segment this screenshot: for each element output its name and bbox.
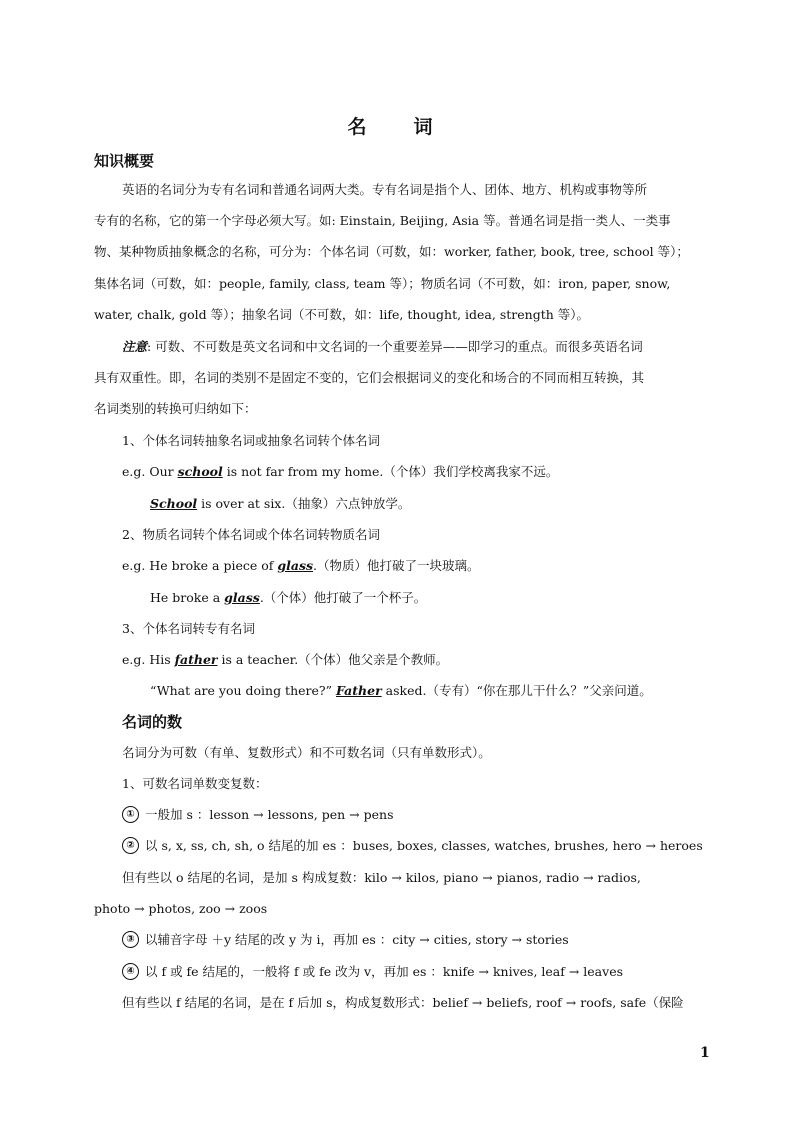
- example-keyword: glass: [277, 558, 314, 573]
- circled-number-icon: ④: [122, 963, 139, 980]
- example-text: e.g. Our: [122, 464, 178, 479]
- text-line: 专有的名称，它的第一个字母必须大写。如: Einstain, Beijing, Asia 等。普通名词是指一类人、一类事: [94, 213, 671, 228]
- rule-item: [122, 962, 623, 982]
- text-line: 但有些以 o 结尾的名词，是加 s 构成复数：kilo → kilos, piano → pianos, radio → radios,: [122, 870, 641, 885]
- note-text: : 可数、不可数是英文名词和中文名词的一个重要差异——即学习的重点。而很多英语名词: [147, 339, 643, 354]
- example-line: [150, 494, 410, 514]
- example-text: e.g. His: [122, 652, 175, 667]
- rule-item: [122, 836, 703, 856]
- example-text: asked.（专有）“你在那儿干什么？”父亲问道。: [381, 683, 652, 698]
- example-keyword: School: [150, 496, 198, 511]
- text-line: 集体名词（可数，如：people, family, class, team 等）；物质名词（不可数，如：iron, paper, snow,: [94, 276, 671, 291]
- text-line: 名词类别的转换可归纳如下：: [94, 401, 257, 416]
- section-heading-overview: 知识概要: [94, 152, 155, 170]
- example-text: .（个体）他打破了一个杯子。: [259, 590, 427, 605]
- page-title: 名 词: [347, 116, 447, 138]
- example-text: is not far from my home.（个体）我们学校离我家不远。: [222, 464, 559, 479]
- text-line: water, chalk, gold 等）；抽象名词（不可数，如：life, thought, idea, strength 等）。: [94, 307, 589, 322]
- text-line: 英语的名词分为专有名词和普通名词两大类。专有名词是指个人、团体、地方、机构或事物等所: [122, 182, 648, 197]
- example-keyword: glass: [224, 590, 260, 605]
- page-number: 1: [700, 1045, 710, 1061]
- example-keyword: Father: [335, 683, 382, 698]
- text-line: 具有双重性。即，名词的类别不是固定不变的，它们会根据词义的变化和场合的不同而相互转换，其: [94, 370, 645, 385]
- example-line: [122, 556, 480, 576]
- rule-text: 以辅音字母 ＋y 结尾的改 y 为 i，再加 es ：city → cities, story → stories: [145, 932, 569, 947]
- text-line: 名词分为可数（有单、复数形式）和不可数名词（只有单数形式）。: [122, 745, 491, 760]
- rule-text: 以 s, x, ss, ch, sh, o 结尾的加 es ：buses, boxes, classes, watches, brushes, hero → heroes: [145, 838, 703, 853]
- example-text: is over at six.（抽象）六点钟放学。: [197, 496, 411, 511]
- circled-number-icon: ③: [122, 931, 139, 948]
- example-text: “What are you doing there?”: [150, 683, 336, 698]
- text-line: 1、可数名词单数变复数：: [122, 776, 268, 791]
- section-heading-number: 名词的数: [122, 713, 183, 731]
- rule-item: 2、物质名词转个体名词或个体名词转物质名词: [122, 527, 380, 542]
- example-keyword: father: [174, 652, 218, 667]
- text-line: photo → photos, zoo → zoos: [94, 901, 268, 916]
- circled-number-icon: ②: [122, 837, 139, 854]
- rule-text: 以 f 或 fe 结尾的，一般将 f 或 fe 改为 v，再加 es ：knife → knives, leaf → leaves: [145, 964, 624, 979]
- example-text: He broke a: [150, 590, 225, 605]
- example-text: e.g. He broke a piece of: [122, 558, 278, 573]
- rule-item: [122, 805, 393, 825]
- example-text: is a teacher.（个体）他父亲是个教师。: [217, 652, 449, 667]
- example-line: [150, 681, 652, 701]
- example-line: [122, 462, 558, 482]
- rule-item: [122, 930, 569, 950]
- note-label: 注意: [122, 339, 148, 354]
- example-line: [150, 588, 426, 608]
- example-text: .（物质）他打破了一块玻璃。: [313, 558, 480, 573]
- circled-number-icon: ①: [122, 806, 139, 823]
- text-line: 但有些以 f 结尾的名词，是在 f 后加 s，构成复数形式：belief → beliefs, roof → roofs, safe（保险: [122, 995, 684, 1010]
- rule-text: 一般加 s ：lesson → lessons, pen → pens: [145, 807, 394, 822]
- example-line: [122, 650, 448, 670]
- rule-item: 3、个体名词转专有名词: [122, 621, 255, 636]
- note-paragraph: [122, 337, 643, 357]
- example-keyword: school: [177, 464, 223, 479]
- text-line: 物、某种物质抽象概念的名称，可分为：个体名词（可数，如：worker, father, book, tree, school 等）；: [94, 244, 689, 259]
- rule-item: 1、个体名词转抽象名词或抽象名词转个体名词: [122, 433, 380, 448]
